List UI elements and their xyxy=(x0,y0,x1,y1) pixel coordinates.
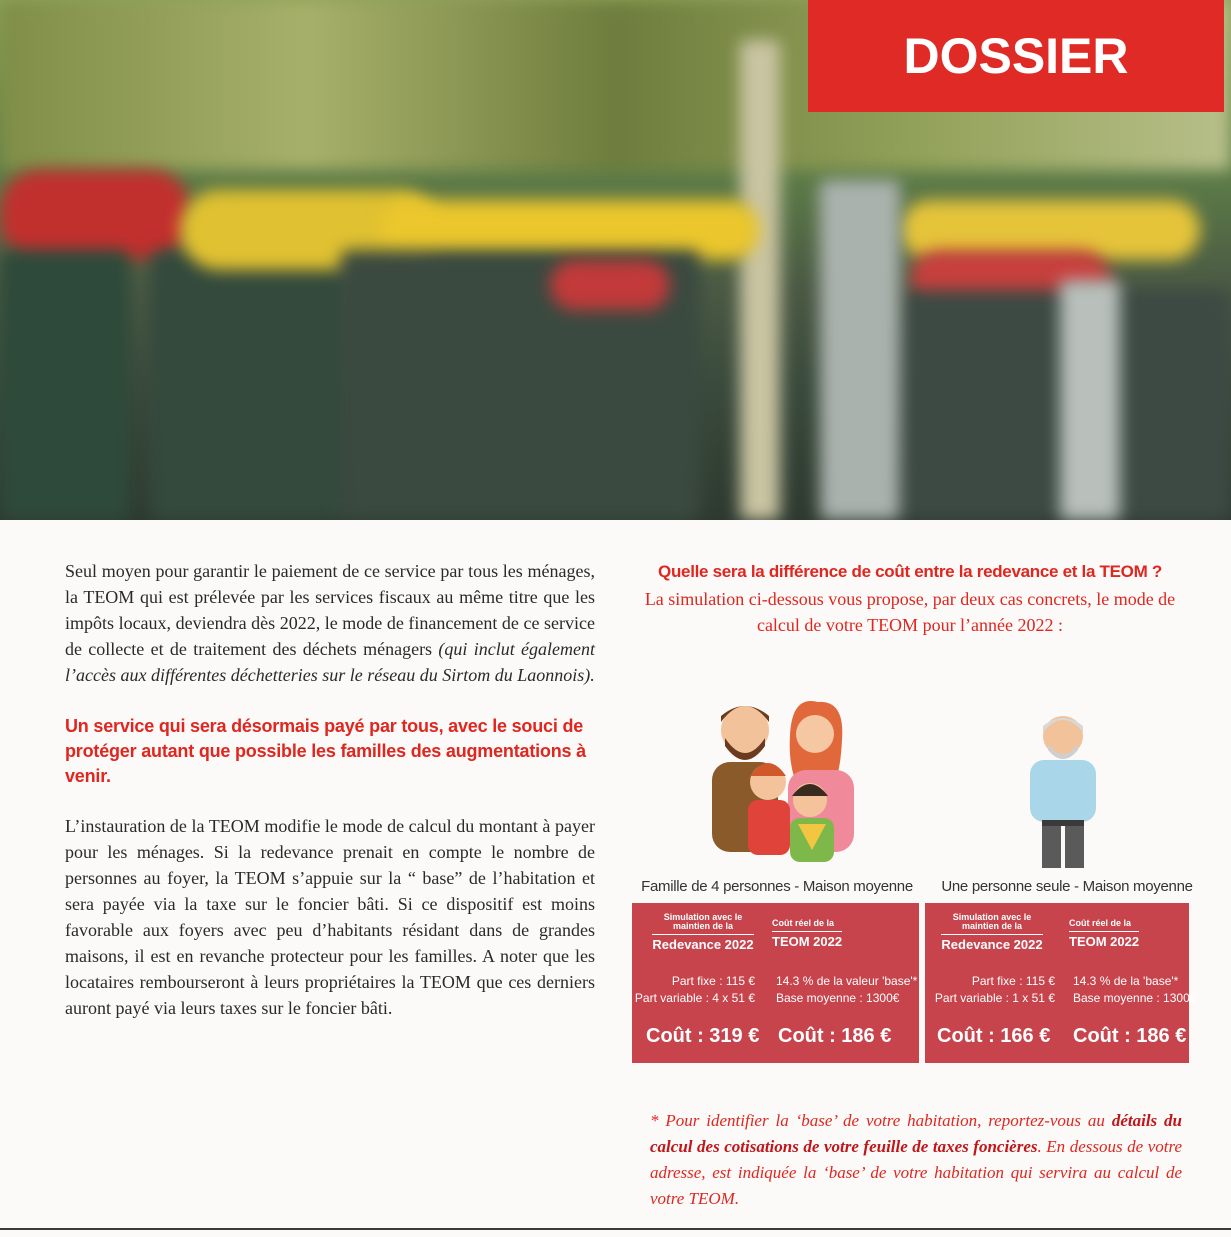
redevance-header: Redevance 2022 xyxy=(941,934,1042,952)
redevance-cost: Coût : 166 € xyxy=(937,1025,1051,1047)
redevance-header: Redevance 2022 xyxy=(652,934,753,952)
intro-paragraph xyxy=(65,558,595,688)
section-subheading: Un service qui sera désormais payé par tous, avec le souci de protéger autant que possible les familles des augmentations à venir. xyxy=(65,716,586,786)
teom-cost: Coût : 186 € xyxy=(778,1025,892,1047)
family-illustration xyxy=(700,690,870,870)
redevance-subtitle: Simulation avec le maintien de la xyxy=(952,912,1032,931)
body-paragraph: L’instauration de la TEOM modifie le mode de calcul du montant à payer pour les ménages. Si la redevance prenait en compte le nombre de personnes au foyer, la TEOM s’appuie sur la “ base” de l’habitation et sera payée via la taxe sur le foncier bâti. Si ce dispositif est moins favorable aux foyers avec peu d’habitants résidant dans de grandes maisons, il est en revanche protecteur pour les familles. A noter que les locataires rembourseront à leurs propriétaires la TEOM que ces derniers auront payé via leurs taxes sur le foncier bâti. xyxy=(65,816,595,1018)
redevance-column xyxy=(937,913,1047,954)
teom-rate: 14.3 % de la 'base'* xyxy=(1073,974,1179,988)
footnote-bold-text: détails du calcul des cotisations de votre feuille de taxes foncières xyxy=(650,1111,1182,1156)
teom-base: Base moyenne : 1300€ xyxy=(1073,991,1197,1005)
right-column xyxy=(630,562,1190,638)
teom-rate: 14.3 % de la valeur 'base'* xyxy=(776,974,918,988)
question-heading: Quelle sera la différence de coût entre la redevance et la TEOM ? xyxy=(658,562,1162,581)
teom-header: TEOM 2022 xyxy=(1069,931,1139,949)
redevance-subtitle: Simulation avec le maintien de la xyxy=(663,912,743,931)
teom-column xyxy=(1069,919,1169,951)
footnote-text: * Pour identifier la ‘base’ de votre habitation, reportez-vous au xyxy=(650,1111,1112,1130)
base-footnote xyxy=(650,1108,1182,1212)
bottom-divider xyxy=(0,1228,1231,1230)
teom-subtitle: Coût réel de la xyxy=(772,918,835,928)
teom-column xyxy=(772,919,872,951)
single-person-illustration xyxy=(1018,708,1108,870)
redevance-cost: Coût : 319 € xyxy=(646,1025,760,1047)
redevance-variable-part: Part variable : 1 x 51 € xyxy=(934,991,1055,1005)
redevance-variable-part: Part variable : 4 x 51 € xyxy=(634,991,755,1005)
case-label-single: Une personne seule - Maison moyenne xyxy=(941,878,1193,895)
simulation-intro: La simulation ci-dessous vous propose, par deux cas concrets, le mode de calcul de votre TEOM pour l’année 2022 : xyxy=(644,589,1176,635)
teom-base: Base moyenne : 1300€ xyxy=(776,991,900,1005)
teom-header: TEOM 2022 xyxy=(772,931,842,949)
teom-subtitle: Coût réel de la xyxy=(1069,918,1132,928)
redevance-fixed-part: Part fixe : 115 € xyxy=(971,974,1055,988)
footnote-text-end: . En dessous de votre adresse, est indiquée la ‘base’ de votre habitation qui servira au calcul de votre TEOM. xyxy=(650,1137,1183,1208)
simulation-box-single xyxy=(925,903,1197,1063)
intro-text: Seul moyen pour garantir le paiement de ce service par tous les ménages, la TEOM qui est prélevée par les services fiscaux au même titre que les impôts locaux, deviendra dès 2022, le mode de financement de ce service de collecte et de traitement des déchets ménagers xyxy=(65,561,595,659)
left-column xyxy=(65,558,595,1021)
teom-cost: Coût : 186 € xyxy=(1073,1025,1187,1047)
redevance-column xyxy=(644,913,762,954)
intro-italic-text: (qui inclut également l’accès aux différentes déchetteries sur le réseau du Sirtom du Laonnois). xyxy=(65,639,595,685)
simulation-box-family xyxy=(632,903,919,1063)
dossier-badge: DOSSIER xyxy=(808,0,1224,112)
redevance-fixed-part: Part fixe : 115 € xyxy=(671,974,755,988)
case-label-family: Famille de 4 personnes - Maison moyenne xyxy=(641,878,913,895)
